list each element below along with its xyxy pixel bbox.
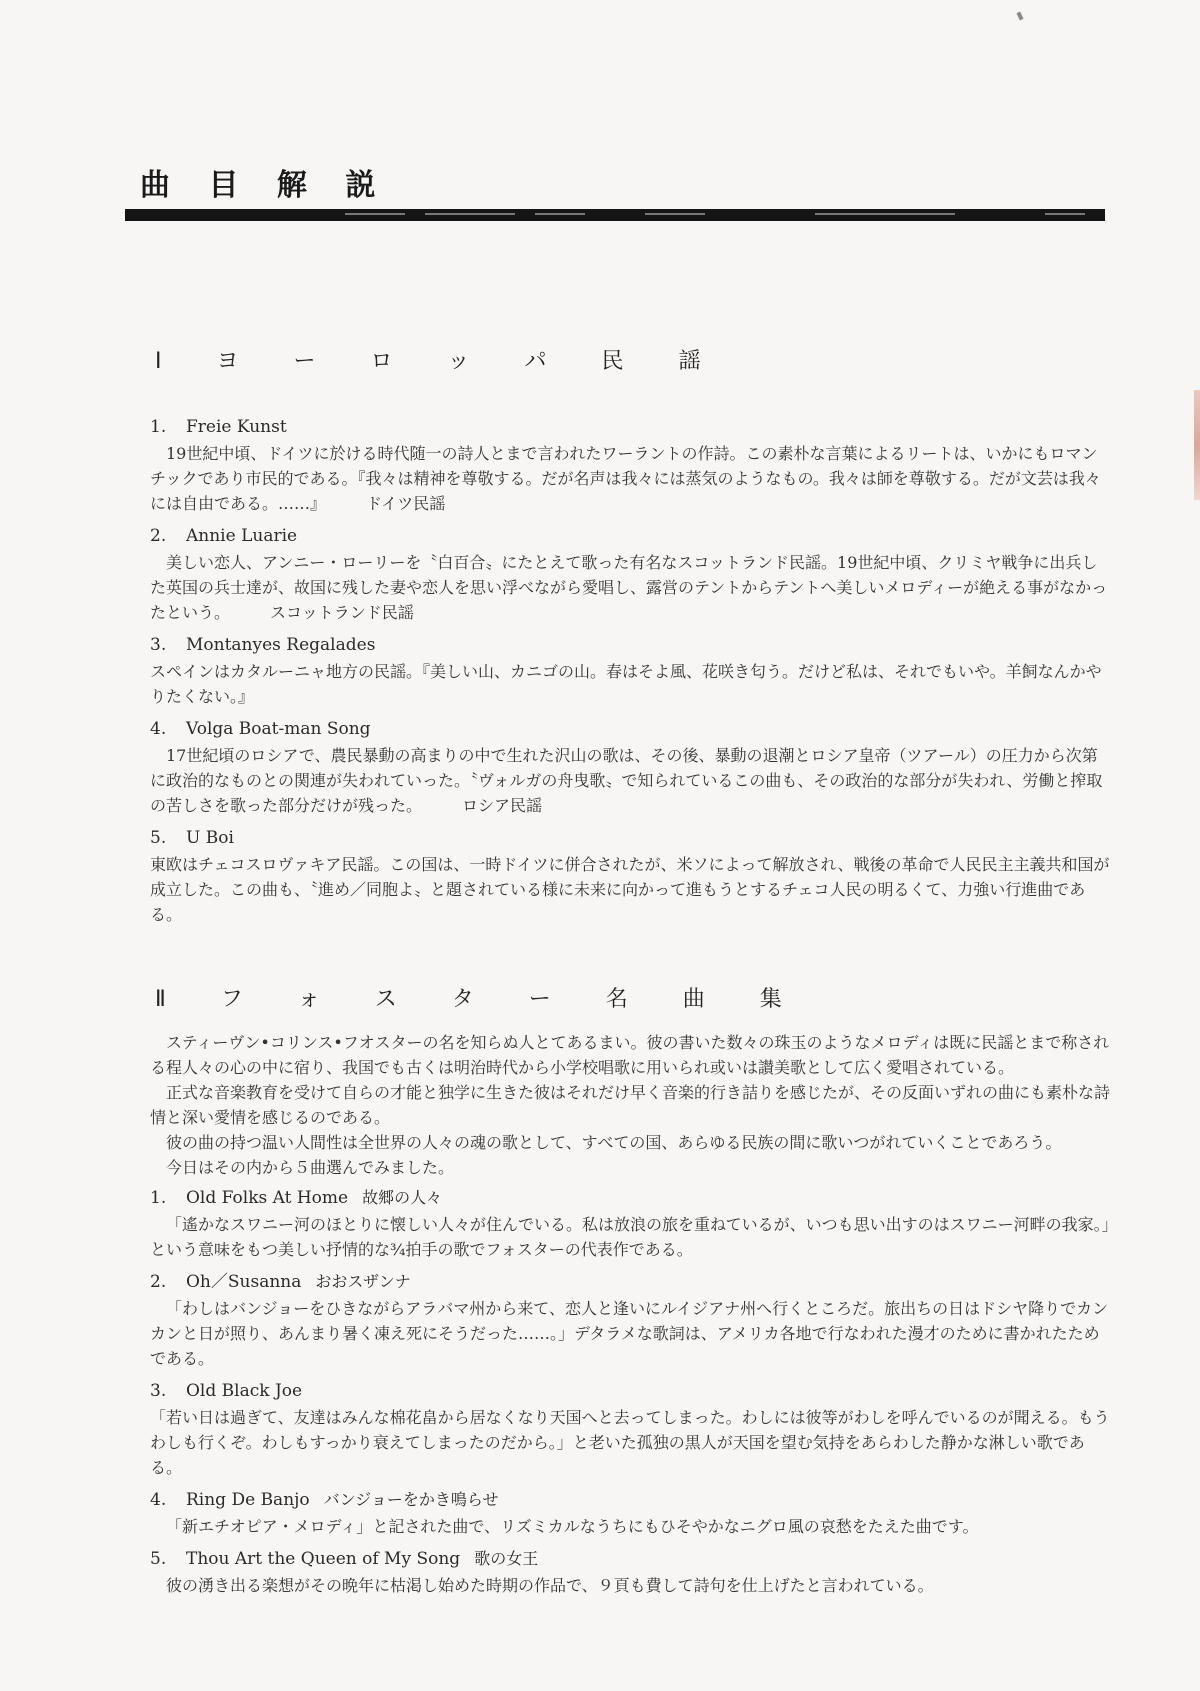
foster-introduction: スティーヴン•コリンス•フオスターの名を知らぬ人とてあるまい。彼の書いた数々の珠玉のようなメロディは既に民謡とまで称される程人々の心の中に宿り、我国でも古くは明治時代から小学校唱歌に用いられ或いは讃美歌として広く愛唱されている。 正式な音楽教育を受けて自らの才能と独学に生きた彼はそれだけ早く音楽的行き詰りを感じたが、その反面いずれの曲にも素朴な詩情と深い愛情を感じるのである。 彼の曲の持つ温い人間性は全世界の人々の魂の歌として、すべての国、あらゆる民族の間に歌いつがれていくことであろう。 今日はその内から５曲選んでみました。 — [150, 1033, 1111, 1177]
list-item — [150, 415, 1110, 516]
item-description: 「若い日は過ぎて、友達はみんな棉花畠から居なくなり天国へと去ってしまった。わしには彼等がわしを呼んでいるのが聞える。もうわしも行くぞ。わしもすっかり衰えてしまったのだから。」と老いた孤独の黒人が天国を望む気持をあらわした静かな淋しい歌である。 — [150, 1408, 1110, 1477]
item-title: 2. Annie Luarie — [150, 526, 298, 546]
item-description: 東欧はチェコスロヴァキア民謡。この国は、一時ドイツに併合されたが、米ソによって解放され、戦後の革命で人民民主主義共和国が成立した。この曲も、〝進め／同胞よ〟と題されている様に未来に向かって進もうとするチェコ人民の明るくて、力強い行進曲である。 — [150, 855, 1110, 924]
list-item — [150, 1488, 1110, 1539]
item-description: 彼の湧き出る楽想がその晩年に枯渇し始めた時期の作品で、９頁も費して詩句を仕上げたと言われている。 — [166, 1576, 934, 1595]
item-title: 4. Volga Boat-man Song — [150, 719, 371, 739]
item-description: 「新エチオピア・メロディ」と記された曲で、リズミカルなうちにもひそやかなニグロ風の哀愁をたえた曲です。 — [166, 1517, 979, 1536]
page-edge-stain — [1194, 390, 1200, 500]
section-heading-european-folk: Ⅰ ヨ ー ロ ッ パ 民 謡 — [155, 349, 725, 374]
list-item — [150, 1547, 1110, 1598]
origin-tag: ドイツ民謡 — [366, 494, 446, 513]
item-title: 5. U Boi — [150, 828, 234, 848]
list-item — [150, 1186, 1110, 1262]
item-title: 1. Old Folks At Home 故郷の人々 — [150, 1188, 443, 1208]
origin-tag: ロシア民謡 — [462, 796, 543, 815]
item-title: 3. Montanyes Regalades — [150, 635, 376, 655]
list-item — [150, 1379, 1110, 1480]
section2-content — [150, 1030, 1110, 1606]
list-item — [150, 717, 1110, 818]
title-rule — [125, 209, 1105, 221]
item-title: 3. Old Black Joe — [150, 1381, 303, 1401]
item-description: 「遙かなスワニー河のほとりに懐しい人々が住んでいる。私は放浪の旅を重ねているが、いつも思い出すのはスワニー河畔の我家。」という意味をもつ美しい抒情的な¾拍手の歌でフォスターの代表作である。 — [150, 1215, 1110, 1259]
section-heading-foster: Ⅱ フ ォ ス タ ー 名 曲 集 — [155, 987, 806, 1012]
list-item — [150, 826, 1110, 927]
scan-mark — [1016, 12, 1023, 21]
section1-items — [150, 415, 1110, 935]
item-description: 「わしはバンジョーをひきながらアラバマ州から来て、恋人と逢いにルイジアナ州へ行くところだ。旅出ちの日はドシヤ降りでカンカンと日が照り、あんまり暑く凍え死にそうだった……。」デタラメな歌詞は、アメリカ各地で行なわれた漫才のために書かれたためである。 — [150, 1299, 1109, 1368]
item-description: 美しい恋人、アンニー・ローリーを〝白百合〟にたとえて歌った有名なスコットランド民謡。19世紀中頃、クリミヤ戦争に出兵した英国の兵士達が、故国に残した妻や恋人を思い浮べながら愛唱し、露営のテントからテントへ美しいメロディーが絶える事がなかったという。 スコットランド民謡 — [150, 553, 1108, 622]
item-title: 2. Oh／Susanna おおスザンナ — [150, 1272, 411, 1292]
list-item — [150, 524, 1110, 625]
item-title: 4. Ring De Banjo バンジョーをかき鳴らせ — [150, 1490, 499, 1510]
page-title: 曲 目 解 説 — [140, 168, 390, 203]
item-title: 5. Thou Art the Queen of My Song 歌の女王 — [150, 1549, 539, 1569]
item-description: 19世紀中頃、ドイツに於ける時代随一の詩人とまで言われたワーラントの作詩。この素朴な言葉によるリートは、いかにもロマンチックであり市民的である。『我々は精神を尊敬する。だが名声は我々には蒸気のようなもの。我々は師を尊敬する。だが文芸は我々には自由である。……』 ドイツ民謡 — [150, 444, 1101, 513]
origin-tag: スコットランド民謡 — [270, 603, 414, 622]
item-description: 17世紀頃のロシアで、農民暴動の高まりの中で生れた沢山の歌は、その後、暴動の退潮とロシア皇帝（ツアール）の圧力から次第に政治的なものとの関連が失われていった。〝ヴォルガの舟曳歌〟で知られているこの曲も、その政治的な部分が失われ、労働と搾取の苦しさを歌った部分だけが残った。 ロシア民謡 — [150, 746, 1103, 815]
list-item — [150, 633, 1110, 709]
item-title: 1. Freie Kunst — [150, 417, 287, 437]
item-description: スペインはカタルーニャ地方の民謡。『美しい山、カニゴの山。春はそよ風、花咲き匂う。だけど私は、それでもいや。羊飼なんかやりたくない。』 — [150, 662, 1102, 706]
list-item — [150, 1270, 1110, 1371]
